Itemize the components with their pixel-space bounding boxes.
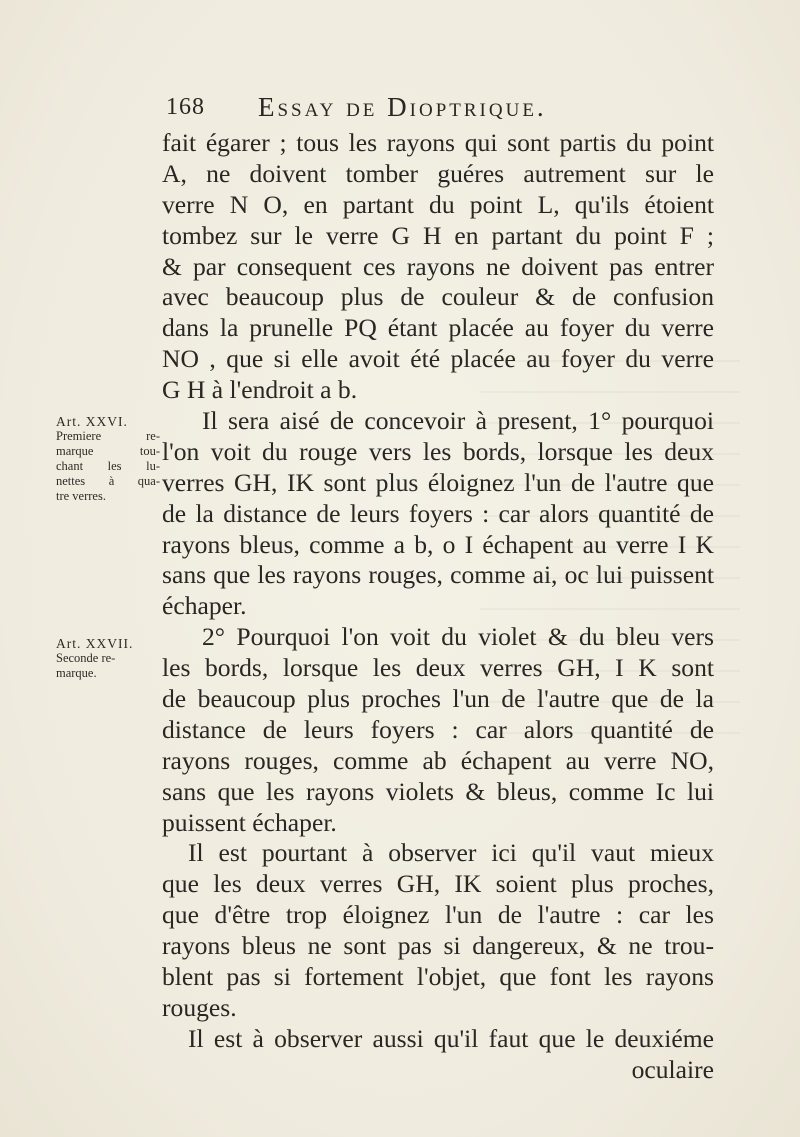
text-line: de la distance de leurs foyers : car alors quantité de	[162, 498, 714, 528]
text-line: échaper.	[162, 591, 247, 621]
text-line: G H à l'endroit a b.	[162, 375, 358, 405]
marginal-line: Art. XXVII.	[56, 636, 134, 651]
marginal-line: Premiere re-	[56, 429, 160, 443]
marginal-line: tre verres.	[56, 489, 106, 503]
text-line: 2° Pourquoi l'on voit du violet & du bleu vers	[202, 622, 714, 652]
text-line: Il est à observer aussi qu'il faut que le deuxiéme	[188, 1023, 714, 1053]
marginal-line: marque tou-	[56, 444, 160, 458]
text-line: blent pas si fortement l'objet, que font les rayons	[162, 962, 714, 992]
text-line: Il sera aisé de concevoir à present, 1° pourquoi	[202, 406, 714, 436]
text-line: que les deux verres GH, IK soient plus proches,	[162, 869, 714, 899]
text-line: verre N O, en partant du point L, qu'ils étoient	[162, 189, 714, 219]
text-line: sans que les rayons rouges, comme ai, oc lui puissent	[162, 560, 714, 590]
text-line: les bords, lorsque les deux verres GH, I K sont	[162, 653, 714, 683]
marginal-line: Seconde re-	[56, 651, 116, 665]
marginal-line: marque.	[56, 666, 97, 680]
text-line: fait égarer ; tous les rayons qui sont partis du point	[162, 128, 714, 157]
marginal-line: nettes à qua-	[56, 474, 160, 488]
text-line: rayons bleus ne sont pas si dangereux, & ne trou-	[162, 931, 714, 961]
text-line: rayons rouges, comme ab échapent au verre NO,	[162, 745, 714, 775]
running-head	[166, 92, 626, 128]
body-text	[162, 128, 714, 1086]
marginal-line: Art. XXVI.	[56, 414, 128, 429]
text-line: rouges.	[162, 992, 237, 1022]
text-line: rayons bleus, comme a b, o I échapent au verre I K	[162, 529, 714, 559]
text-line: que d'être trop éloignez l'un de l'autre : car les	[162, 900, 714, 930]
text-line: verres GH, IK sont plus éloignez l'un de l'autre que	[162, 467, 714, 497]
text-line: puissent échaper.	[162, 807, 337, 837]
text-line: dans la prunelle PQ étant placée au foyer du verre	[162, 313, 714, 343]
text-line: de beaucoup plus proches l'un de l'autre que de la	[162, 684, 714, 714]
text-line: & par consequent ces rayons ne doivent pas entrer	[162, 251, 714, 281]
catchword: oculaire	[631, 1054, 714, 1084]
page-number: 168	[166, 94, 205, 120]
text-line: A, ne doivent tomber guéres autrement sur le	[162, 158, 714, 188]
text-line: tombez sur le verre G H en partant du point F ;	[162, 220, 714, 250]
marginal-line: chant les lu-	[56, 459, 160, 473]
marginal-note-art-xxvi	[56, 414, 160, 504]
text-line: sans que les rayons violets & bleus, comme Ic lui	[162, 776, 714, 806]
text-line: distance de leurs foyers : car alors quantité de	[162, 714, 714, 744]
text-line: Il est pourtant à observer ici qu'il vaut mieux	[188, 838, 714, 868]
text-line: NO , que si elle avoit été placée au foyer du verre	[162, 344, 714, 374]
text-line: l'on voit du rouge vers les bords, lorsque les deux	[162, 436, 714, 466]
marginal-note-art-xxvii	[56, 636, 160, 681]
running-title: Essay de Dioptrique.	[258, 92, 547, 122]
text-line: avec beaucoup plus de couleur & de confusion	[162, 282, 714, 312]
